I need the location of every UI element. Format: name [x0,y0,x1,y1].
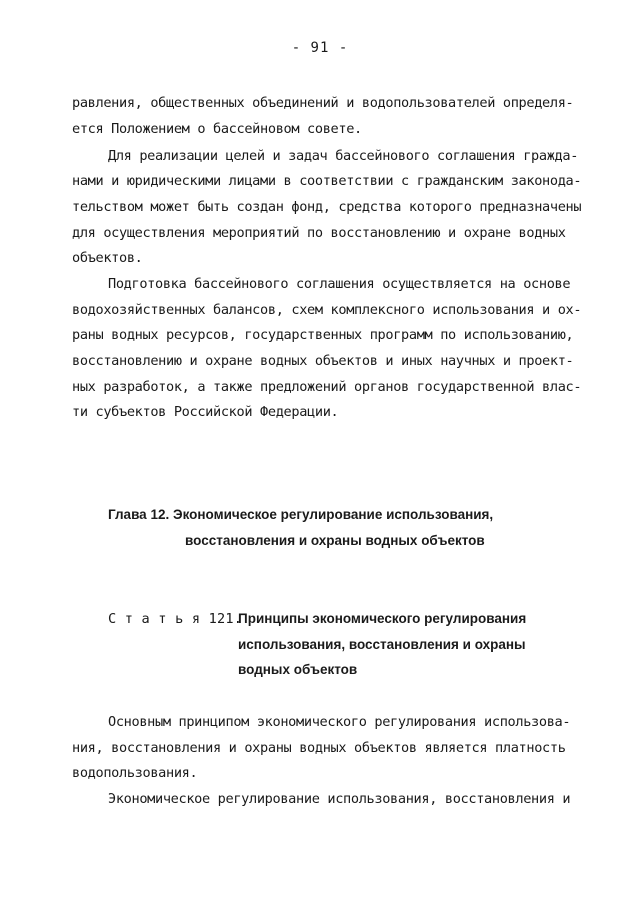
article-title-continuation: использования, восстановления и охраны [238,637,526,652]
text-line: равления, общественных объединений и водопользователей определя- [72,95,574,111]
article-title: Принципы экономического регулирования [238,611,527,626]
text-line: водопользования. [72,765,198,781]
text-line: Для реализации целей и задач бассейнового соглашения гражда- [108,148,579,164]
text-line: Основным принципом экономического регулирования использова- [108,714,571,730]
text-line: Подготовка бассейнового соглашения осуществляется на основе [108,276,571,292]
page-number: - 91 - [291,40,349,56]
text-line: восстановлению и охране водных объектов и иных научных и проект- [72,353,574,369]
text-line: ется Положением о бассейновом совете. [72,121,362,137]
text-line: раны водных ресурсов, государственных программ по использованию, [72,327,574,343]
chapter-heading-continuation: восстановления и охраны водных объектов [185,533,485,548]
text-line: тельством может быть создан фонд, средства которого предназначены [72,199,582,215]
text-line: нами и юридическими лицами в соответствии с гражданским законода- [72,173,582,189]
text-line: водохозяйственных балансов, схем комплексного использования и ох- [72,302,582,318]
text-line: ния, восстановления и охраны водных объектов является платность [72,740,566,756]
chapter-heading: Глава 12. Экономическое регулирование использования, [108,507,494,522]
text-line: Экономическое регулирование использования, восстановления и [108,791,571,807]
text-line: ных разработок, а также предложений органов государственной влас- [72,379,582,395]
article-title-continuation: водных объектов [238,662,358,677]
article-label: С т а т ь я 121. [108,611,243,627]
text-line: объектов. [72,250,143,266]
text-line: ти субъектов Российской Федерации. [72,404,339,420]
text-line: для осуществления мероприятий по восстановлению и охране водных [72,225,566,241]
